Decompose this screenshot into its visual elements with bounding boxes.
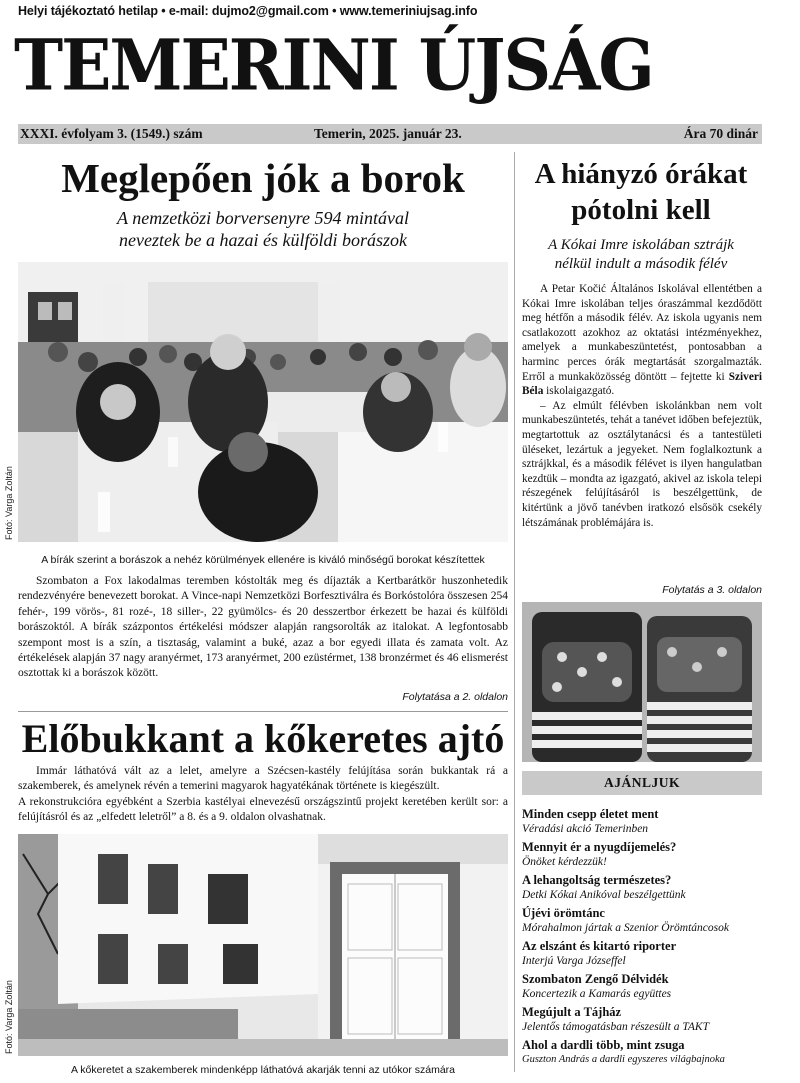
article2-body	[522, 282, 762, 530]
article2-title-line1: A hiányzó órákat	[534, 158, 748, 190]
ajanljuk-item[interactable]	[522, 806, 762, 836]
article1-body	[18, 574, 508, 682]
ajanljuk-item-title: Minden csepp életet ment	[522, 807, 659, 821]
article1-photo-caption: A bírák szerint a borászok a nehéz körülmények ellenére is kiváló minőségű borokat készítettek	[41, 554, 485, 566]
stone-frame-door-photo	[18, 834, 508, 1056]
article2-continued: Folytatás a 3. oldalon	[662, 584, 762, 596]
article3-body	[18, 764, 508, 826]
article1-subtitle-line2: neveztek be a hazai és külföldi borászok	[119, 230, 407, 250]
article1-photo-credit: Fotó: Varga Zoltán	[4, 466, 14, 540]
article2-paragraph-1-end: iskolaigazgató.	[543, 385, 615, 398]
article3-body-paragraph-1: Immár láthatóvá vált az a lelet, amelyre a Szécsen-kastély felújítása során bukkantak rá a szakemberek, és amelynek révén a temerini magyarok hagyatékának története is kiegészült.	[18, 765, 508, 793]
ajanljuk-item[interactable]	[522, 839, 762, 869]
ajanljuk-item-subtitle: Mórahalmon jártak a Szenior Örömtáncosok	[522, 922, 729, 934]
article1-body-paragraph: Szombaton a Fox lakodalmas teremben kóstolták meg és díjazták a Kertbarátkör huszonhetedik rendezvényére benevezett borokat. A Vince-napi Nemzetközi Borfesztiválra és Borkóstolóra összesen 254 fehér-, 199 vörös-, 81 rozé-, 18 siller-, 22 gyümölcs- és 20 desszertbor érkezett be hazai és külföldi borászoktól. A bírák százpontos értékelési módszer alapján rangsorolták az italokat. A legfontosabb szempont most is a szín, a tisztaság, valamint a buké, azaz a bor egyedi illata és zamata volt. Az értékelések alapján 37 nagy aranyérmet, 173 aranyérmet, 200 ezüstérmet, 138 bronzérmet és 46 elismerést osztottak ki a borászok között.	[18, 575, 508, 680]
ajanljuk-item-title: Mennyit ér a nyugdíjemelés?	[522, 840, 677, 854]
issue-price: Ára 70 dinár	[683, 126, 758, 141]
ajanljuk-item[interactable]	[522, 1037, 762, 1067]
ajanljuk-item[interactable]	[522, 905, 762, 935]
article1-divider	[18, 711, 508, 712]
ajanljuk-item-title: Megújult a Tájház	[522, 1005, 622, 1019]
issue-volume: XXXI. évfolyam 3. (1549.) szám	[20, 126, 203, 141]
column-divider	[514, 152, 515, 1072]
ajanljuk-item-title: Ahol a dardli több, mint zsuga	[522, 1038, 685, 1052]
article1-subtitle-line1: A nemzetközi borversenyre 594 mintával	[117, 208, 409, 228]
article2-principal-name: Sziveri Béla	[522, 370, 762, 398]
masthead-title: TEMERINI ÚJSÁG	[14, 23, 653, 107]
article2-title-line2: pótolni kell	[571, 194, 711, 226]
ajanljuk-item[interactable]	[522, 1004, 762, 1034]
article1-title: Meglepően jók a borok	[61, 155, 465, 201]
article2-subtitle-line2: nélkül indult a második félév	[554, 256, 728, 272]
wine-tasting-photo	[18, 262, 508, 542]
ajanljuk-item-subtitle: Koncertezik a Kamarás együttes	[522, 988, 672, 1000]
article3-photo-credit: Fotó: Varga Zoltán	[4, 980, 14, 1054]
ajanljuk-heading: AJÁNLJUK	[522, 771, 762, 795]
issue-date: Temerin, 2025. január 23.	[314, 126, 462, 141]
ajanljuk-item[interactable]	[522, 938, 762, 968]
issue-info-bar	[18, 124, 762, 144]
school-bags-photo	[522, 602, 762, 762]
article1-continued: Folytatása a 2. oldalon	[402, 691, 508, 703]
article2-paragraph-2: – Az elmúlt félévben iskolánkban nem volt munkabeszüntetés, tehát a tanévet időben befejeztük, megtartottuk az osztálytanácsi és a tantestületi üléseket, lezártuk a jegyeket. Nem foglalkoztunk a sztrájkkal, és a második félévet is ilyen hangulatban kezdtük – mondta az igazgató, akivel az iskola telepi részegének felújításáról is beszélgettünk, de kitértünk a jövő tanévben iratkozó elsősök csekély létszámának problémájára is.	[522, 399, 762, 529]
article3-title: Előbukkant a kőkeretes ajtó	[21, 716, 505, 761]
ajanljuk-item-title: Újévi örömtánc	[522, 906, 605, 920]
ajanljuk-item-title: Szombaton Zengő Délvidék	[522, 972, 669, 986]
article2-paragraph-1	[522, 282, 762, 399]
ajanljuk-item-title: Az elszánt és kitartó riporter	[522, 939, 677, 953]
article2-subtitle-line1: A Kókai Imre iskolában sztrájk	[548, 237, 734, 253]
ajanljuk-item-subtitle: Guszton András a dardli egyszeres világbajnoka	[522, 1054, 725, 1065]
article2-paragraph-1-start: A Petar Kočić Általános Iskolával ellentétben a Kókai Imre iskolában teljes óraszámmal kezdődött meg hétfőn a második félév. Az iskola ugyanis nem csatlakozott azokhoz az oktatási intézményekhez, amelyek a munkabeszüntetést, pontosabban a harminc perces órák megtartását szorgalmazták. Erről a munkaközösség döntött – fejtette ki	[522, 283, 762, 383]
ajanljuk-item-subtitle: Jelentős támogatásban részesült a TAKT	[522, 1021, 709, 1033]
ajanljuk-item[interactable]	[522, 971, 762, 1001]
article3-photo-caption: A kőkeretet a szakemberek mindenképp láthatóvá akarják tenni az utókor számára	[70, 1064, 456, 1076]
ajanljuk-list	[522, 806, 762, 1067]
ajanljuk-item-subtitle: Önöket kérdezzük!	[522, 856, 607, 868]
header-topline: Helyi tájékoztató hetilap • e-mail: dujmo2@gmail.com • www.temeriniujsag.info	[18, 4, 478, 18]
article3-body-paragraph-2: A rekonstrukcióra egyébként a Szerbia kastélyai elnevezésű országszintű projekt keretében került sor: a felújításról és az „elfedett leletről” a 8. és a 9. oldalon olvashatnak.	[18, 795, 508, 824]
ajanljuk-item-subtitle: Detki Kókai Anikóval beszélgettünk	[522, 889, 686, 901]
ajanljuk-item-subtitle: Véradási akció Temerinben	[522, 823, 649, 835]
ajanljuk-item-title: A lehangoltság természetes?	[522, 873, 672, 887]
ajanljuk-item-subtitle: Interjú Varga Józseffel	[522, 955, 626, 967]
ajanljuk-item[interactable]	[522, 872, 762, 902]
